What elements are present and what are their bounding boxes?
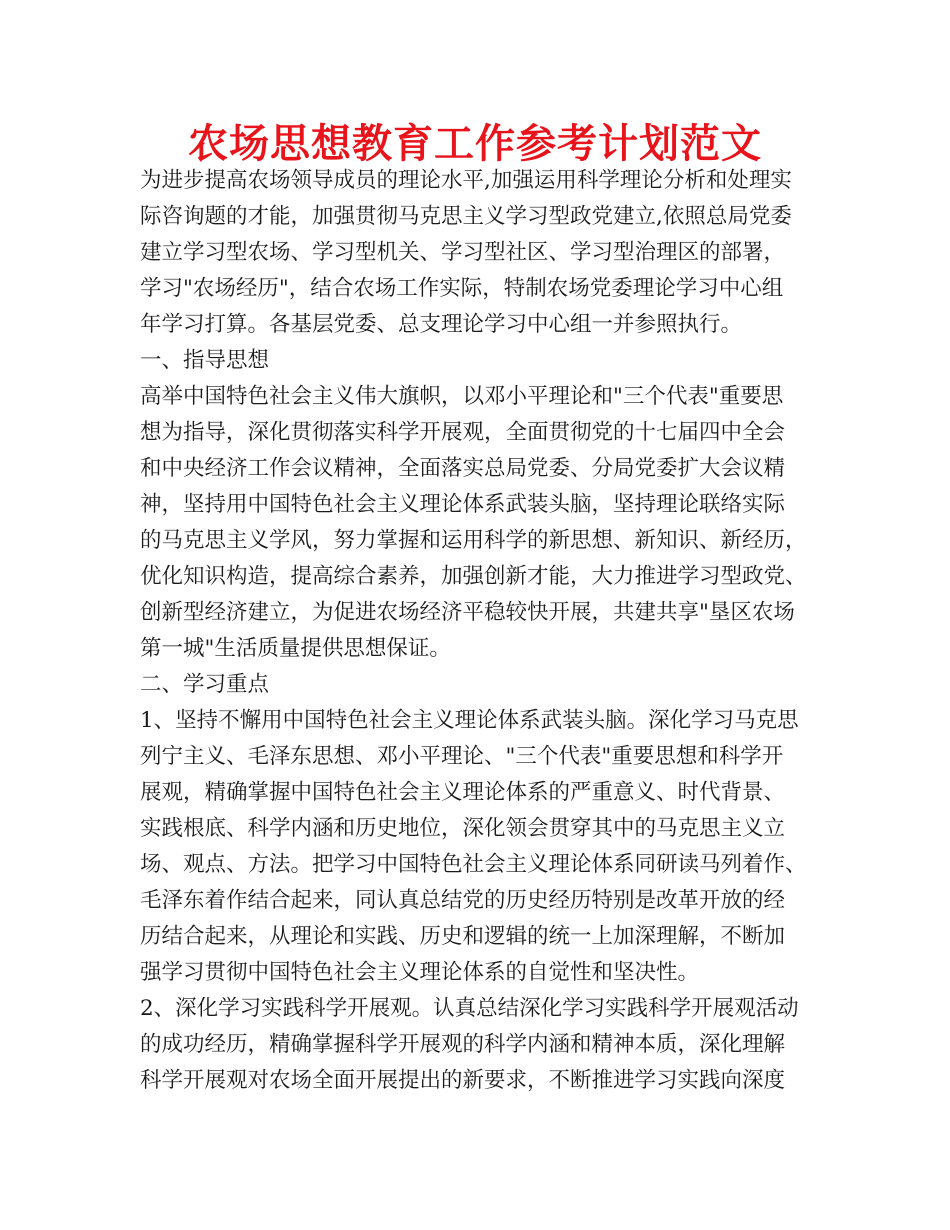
text-line: 年学习打算。各基层党委、总支理论学习中心组一并参照执行。 xyxy=(140,312,743,337)
text-line: 高举中国特色社会主义伟大旗帜，以邓小平理论和"三个代表"重要思 xyxy=(140,384,784,409)
text-line: 优化知识构造，提高综合素养，加强创新才能，大力推进学习型政党、 xyxy=(140,564,807,589)
text-line: 际咨询题的才能，加强贯彻马克思主义学习型政党建立,依照总局党委 xyxy=(140,204,792,229)
text-line: 实践根底、科学内涵和历史地位，深化领会贯穿其中的马克思主义立 xyxy=(140,816,786,841)
text-line: 列宁主义、毛泽东思想、邓小平理论、"三个代表"重要思想和科学开 xyxy=(140,744,784,769)
text-line: 想为指导，深化贯彻落实科学开展观，全面贯彻党的十七届四中全会 xyxy=(140,420,786,445)
text-line: 建立学习型农场、学习型机关、学习型社区、学习型治理区的部署， xyxy=(140,240,786,265)
section-heading: 一、指导思想 xyxy=(140,348,270,373)
text-line: 和中央经济工作会议精神，全面落实总局党委、分局党委扩大会议精 xyxy=(140,456,786,481)
text-line: 创新型经济建立，为促进农场经济平稳较快开展，共建共享"垦区农场 xyxy=(140,600,795,625)
text-line: 科学开展观对农场全面开展提出的新要求，不断推进学习实践向深度 xyxy=(140,1068,786,1093)
text-line: 学习"农场经历"，结合农场工作实际，特制农场党委理论学习中心组 xyxy=(140,276,784,301)
text-line: 毛泽东着作结合起来，同认真总结党的历史经历特别是改革开放的经 xyxy=(140,888,786,913)
text-line: 展观，精确掌握中国特色社会主义理论体系的严重意义、时代背景、 xyxy=(140,780,786,805)
document-body xyxy=(140,163,820,1099)
text-line: 2、深化学习实践科学开展观。认真总结深化学习实践科学开展观活动 xyxy=(140,996,799,1021)
text-line: 为进步提高农场领导成员的理论水平,加强运用科学理论分析和处理实 xyxy=(140,168,792,193)
section-heading: 二、学习重点 xyxy=(140,672,270,697)
text-line: 1、坚持不懈用中国特色社会主义理论体系武装头脑。深化学习马克思 xyxy=(140,708,799,733)
text-line: 的成功经历，精确掌握科学开展观的科学内涵和精神本质，深化理解 xyxy=(140,1032,786,1057)
text-line: 神，坚持用中国特色社会主义理论体系武装头脑，坚持理论联络实际 xyxy=(140,492,786,517)
document-title: 农场思想教育工作参考计划范文 xyxy=(188,121,762,167)
text-line: 场、观点、方法。把学习中国特色社会主义理论体系同研读马列着作、 xyxy=(140,852,807,877)
text-line: 的马克思主义学风，努力掌握和运用科学的新思想、新知识、新经历， xyxy=(140,528,807,553)
text-line: 强学习贯彻中国特色社会主义理论体系的自觉性和坚决性。 xyxy=(140,960,700,985)
text-line: 历结合起来，从理论和实践、历史和逻辑的统一上加深理解，不断加 xyxy=(140,924,786,949)
text-line: 第一城"生活质量提供思想保证。 xyxy=(140,636,451,661)
